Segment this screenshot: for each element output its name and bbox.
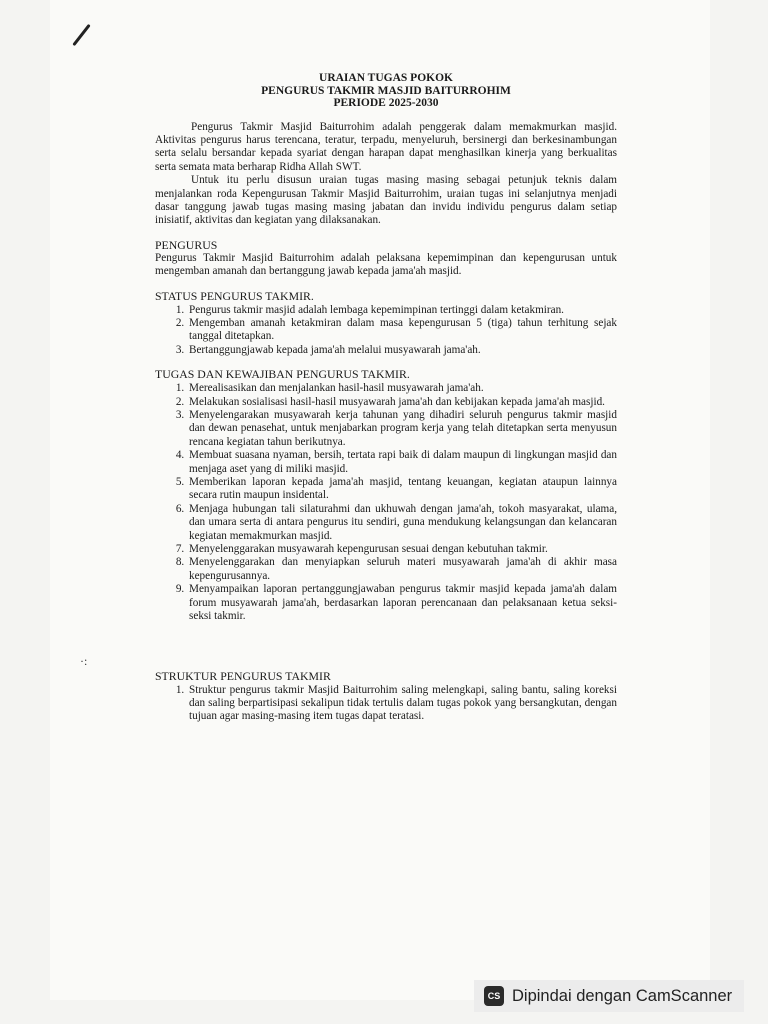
- status-section: [155, 290, 617, 358]
- stray-mark: ·:: [80, 654, 88, 668]
- camscanner-watermark: [474, 980, 744, 1012]
- watermark-text: Dipindai dengan CamScanner: [512, 986, 733, 1005]
- struktur-section: [155, 670, 617, 724]
- intro-paragraph-2: Untuk itu perlu disusun uraian tugas masing masing sebagai petunjuk teknis dalam menjalankan roda Kepengurusan Takmir Masjid Baiturrohim, uraian tugas ini selanjutnya menjadi dasar tanggung jawab tugas masing masing jabatan dan invidu individu pengurus dalam setiap inisiatif, aktivitas dan kegiatan yang dilaksanakan.: [155, 174, 617, 227]
- list-item: 9. Menyampaikan laporan pertanggungjawaban pengurus takmir masjid kepada jama'ah dalam forum musyawarah jama'ah, berdasarkan laporan perencanaan dan pelaksanaan ketua seksi-seksi takmir.: [187, 583, 617, 623]
- document-body: [155, 72, 617, 724]
- title-line-1: URAIAN TUGAS POKOK: [319, 72, 453, 84]
- camscanner-logo-icon: CS: [484, 986, 504, 1006]
- pengurus-text: Pengurus Takmir Masjid Baiturrohim adalah pelaksana kepemimpinan dan kepengurusan untuk mengemban amanah dan bertanggung jawab kepada jama'ah masjid.: [155, 251, 617, 278]
- list-item: 7. Menyelenggarakan musyawarah kepengurusan sesuai dengan kebutuhan takmir.: [187, 543, 617, 556]
- struktur-heading: STRUKTUR PENGURUS TAKMIR: [155, 668, 331, 683]
- status-list: [155, 304, 617, 358]
- struktur-list: [155, 684, 617, 724]
- title-line-3: PERIODE 2025-2030: [333, 97, 439, 109]
- list-item: 4. Membuat suasana nyaman, bersih, tertata rapi baik di dalam maupun di lingkungan masjid dan menjaga aset yang di miliki masjid.: [187, 449, 617, 476]
- status-heading: STATUS PENGURUS TAKMIR.: [155, 288, 314, 303]
- intro-paragraph-1: Pengurus Takmir Masjid Baiturrohim adalah penggerak dalam memakmurkan masjid. Aktivitas pengurus harus terencana, teratur, terpadu, menyeluruh, bersinergi dan berkesinambungan serta selalu bersandar kepada syariat dengan harapan dapat menghasilkan kinerja yang berkualitas serta semata mata berharap Ridha Allah SWT.: [155, 120, 617, 173]
- list-item: 2. Mengemban amanah ketakmiran dalam masa kepengurusan 5 (tiga) tahun terhitung sejak tanggal ditetapkan.: [187, 317, 617, 344]
- list-item: 2. Melakukan sosialisasi hasil-hasil musyawarah jama'ah dan kebijakan kepada jama'ah masjid.: [187, 396, 617, 409]
- list-item: 1. Struktur pengurus takmir Masjid Baiturrohim saling melengkapi, saling bantu, saling koreksi dan saling berpartisipasi sekalipun tidak tertulis dalam tugas pokok yang bersangkutan, dengan tujuan agar masing-masing item tugas dapat teratasi.: [187, 684, 617, 724]
- list-item: 3. Menyelengarakan musyawarah kerja tahunan yang dihadiri seluruh pengurus takmir masjid dan dewan penasehat, untuk menjabarkan program kerja yang telah ditetapkan serta menyusun rencana kegiatan tahun berikutnya.: [187, 409, 617, 449]
- tugas-list: [155, 382, 617, 623]
- list-item: 1. Merealisasikan dan menjalankan hasil-hasil musyawarah jama'ah.: [187, 382, 617, 395]
- tugas-heading: TUGAS DAN KEWAJIBAN PENGURUS TAKMIR.: [155, 367, 410, 382]
- pengurus-heading: PENGURUS: [155, 237, 218, 252]
- list-item: 6. Menjaga hubungan tali silaturahmi dan ukhuwah dengan jama'ah, tokoh masyarakat, ulama, dan umara serta di antara pengurus itu sendiri, guna mendukung kelangsungan dan kelancaran kegiatan memakmurkan masjid.: [187, 503, 617, 543]
- intro-section: [155, 121, 617, 228]
- list-item: 1. Pengurus takmir masjid adalah lembaga kepemimpinan tertinggi dalam ketakmiran.: [187, 304, 617, 317]
- pengurus-section: [155, 239, 617, 279]
- list-item: 8. Menyelenggarakan dan menyiapkan seluruh materi musyawarah jama'ah di akhir masa kepengurusannya.: [187, 556, 617, 583]
- list-item: 3. Bertanggungjawab kepada jama'ah melalui musyawarah jama'ah.: [187, 344, 617, 357]
- tugas-section: [155, 368, 617, 623]
- title-line-2: PENGURUS TAKMIR MASJID BAITURROHIM: [261, 84, 511, 97]
- document-title: [155, 72, 617, 110]
- list-item: 5. Memberikan laporan kepada jama'ah masjid, tentang keuangan, kegiatan ataupun lainnya secara rutin maupun insidental.: [187, 476, 617, 503]
